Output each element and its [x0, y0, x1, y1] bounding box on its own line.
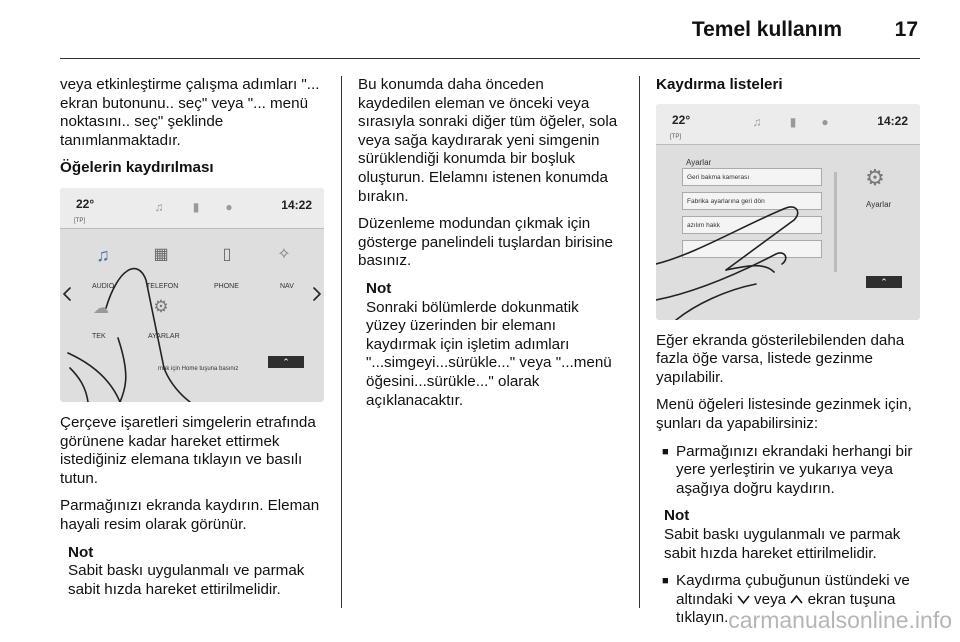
screen [60, 188, 324, 402]
hint-text: mak için Home tuşuna basınız [158, 365, 239, 372]
note [664, 507, 928, 563]
ayarlar-label: AYARLAR [148, 332, 180, 340]
paragraph: Bu konumda daha önceden kaydedilen eleman ve önceki veya sırasıyla sonraki diğer tüm öğeler, sola veya sağa kaydırarak yeni simgenin sürüklendiği konumda bir boşluk oluşturun. Elelamnı istenen konumda bırakın. [358, 76, 618, 205]
column-2 [358, 76, 620, 419]
note-text: Sabit baskı uygulanmalı ve parmak sabit hızda hareket ettirilmelidir. [664, 525, 901, 562]
temperature: 22° [76, 196, 95, 211]
tp-label: [TP] [670, 133, 682, 140]
paragraph: veya etkinleştirme çalışma adımları "... ekran butonunu.. seç" veya "... menü noktasını.. seç" şeklinde tanımlanmaktadır. [60, 76, 320, 149]
column-3 [656, 76, 928, 637]
record-icon: ● [821, 115, 829, 130]
note [68, 544, 328, 600]
bullet-text: Parmağınızı ekrandaki herhangi bir yere yerleştirin ve yukarıya veya aşağıya doğru kaydırın. [676, 442, 913, 497]
note-title: Not [366, 279, 392, 297]
note [366, 280, 620, 410]
column-1 [60, 76, 328, 608]
column-divider [341, 76, 342, 608]
home-screen-figure [60, 188, 324, 402]
note-title: Not [68, 543, 94, 561]
list-item: azılım hakk [682, 216, 822, 234]
settings-title: Ayarlar [686, 157, 712, 167]
phone-handset-icon: ▮ [192, 199, 200, 214]
chevron-down-icon [737, 594, 750, 605]
paragraph: Eğer ekranda gösterilebilenden daha fazla öğe varsa, listede gezinme yapılabilir. [656, 331, 905, 386]
phone-icon: ▯ [222, 245, 232, 263]
tek-label: TEK [92, 332, 106, 340]
note-text: Sabit baskı uygulanmalı ve parmak sabit hızda hareket ettirilmelidir. [68, 562, 305, 598]
music-icon: ♫ [96, 244, 110, 265]
section-title: Temel kullanım [691, 18, 842, 41]
paragraph: Menü öğeleri listesinde gezinmek için, şunları da yapabilirsiniz: [656, 396, 912, 432]
section-heading: Öğelerin kaydırılması [60, 159, 214, 177]
nav-label: NAV [280, 282, 294, 290]
record-icon: ● [225, 199, 233, 214]
list-item: Fabrika ayarlarına geri dön [682, 192, 822, 210]
note-text: Sonraki bölümlerde dokunmatik yüzey üzerinden bir elemanı kaydırmak için işletim adımları "...simgeyi...sürükle..." veya "...menü öğesini...sürükle..." olarak açıklanacaktır. [366, 298, 612, 409]
gears-icon: ⚙ [865, 165, 885, 191]
grid-icon: ▦ [153, 245, 169, 263]
phone-label: PHONE [214, 282, 239, 290]
section-heading: Kaydırma listeleri [656, 76, 783, 93]
settings-label: Ayarlar [866, 199, 892, 209]
music-icon: ♫ [752, 115, 762, 130]
chevron-up-icon [790, 594, 803, 605]
bullet-item [662, 443, 928, 499]
audio-label: AUDIO [92, 282, 115, 290]
compass-icon: ✧ [277, 245, 291, 263]
scroll-list-figure [656, 104, 920, 320]
paragraph: Düzenleme modundan çıkmak için gösterge panelindeli tuşlardan birisine basınız. [358, 215, 613, 270]
finger-illustration [656, 104, 920, 320]
page-header [60, 0, 920, 59]
bullet-marker: ■ [662, 445, 669, 458]
column-divider [639, 76, 640, 608]
paragraph: Parmağınızı ekranda kaydırın. Eleman hayali resim olarak görünür. [60, 497, 320, 533]
temperature: 22° [672, 112, 691, 127]
watermark: carmanualsonline.info [728, 607, 952, 633]
telefon-label: TELEFON [146, 282, 179, 290]
note-title: Not [664, 507, 690, 525]
phone-handset-icon: ▮ [789, 115, 797, 130]
bullet-marker: ■ [662, 575, 669, 588]
tp-label: [TP] [74, 217, 86, 224]
paragraph: Çerçeve işaretleri simgelerin etrafında görünene kadar hareket ettirmek istediğiniz elemana tıklayın ve basılı tutun. [60, 413, 316, 487]
list-item: Geri bakma kamerası [682, 168, 822, 186]
up-button: ⌃ [268, 356, 304, 368]
music-icon: ♫ [154, 199, 164, 214]
cloud-icon: ☁ [93, 299, 109, 317]
bullet-text: Kaydırma çubuğunun üstündeki ve altındaki veya ekran tuşuna tıklayın. [676, 572, 910, 627]
up-button: ⌃ [866, 276, 902, 288]
finger-illustration [60, 188, 324, 402]
clock: 14:22 [877, 113, 908, 128]
clock: 14:22 [281, 197, 312, 212]
screen [656, 104, 920, 320]
page-number: 17 [894, 18, 918, 41]
gears-icon: ⚙ [153, 296, 169, 316]
